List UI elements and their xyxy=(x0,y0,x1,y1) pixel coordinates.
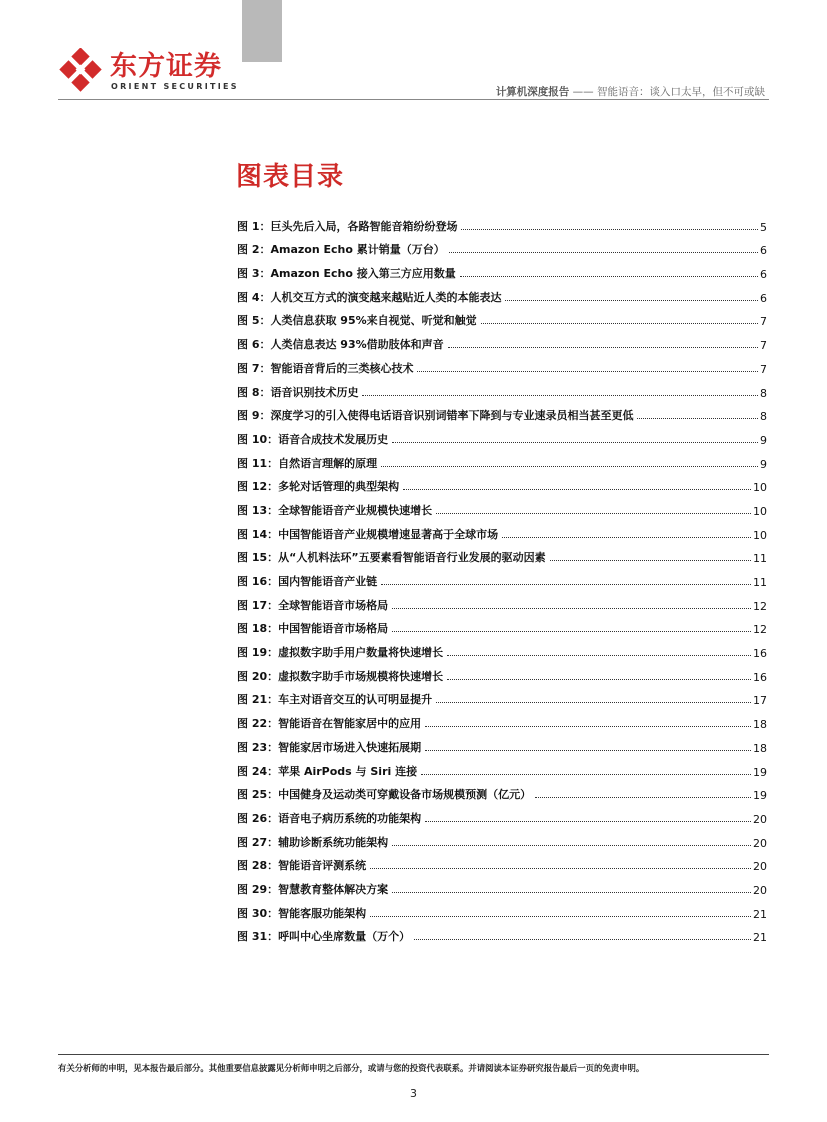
toc-entry-page: 12 xyxy=(753,599,767,613)
toc-entry-label: 图 20：虚拟数字助手市场规模将快速增长 xyxy=(237,669,444,683)
header-divider xyxy=(58,99,769,100)
toc-entry-label: 图 13：全球智能语音产业规模快速增长 xyxy=(237,503,433,517)
toc-entry-page: 11 xyxy=(753,576,767,589)
toc-entry-label: 图 21：车主对语音交互的认可明显提升 xyxy=(237,693,433,707)
toc-entry-label: 图 15：从“人机料法环”五要素看智能语音行业发展的驱动因素 xyxy=(237,551,546,565)
toc-entry-label: 图 25：中国健身及运动类可穿戴设备市场规模预测（亿元） xyxy=(237,788,532,802)
report-header xyxy=(496,84,765,99)
toc-entry-page: 18 xyxy=(753,718,767,732)
header-separator: —— xyxy=(569,86,597,98)
toc-entry-page: 18 xyxy=(753,741,767,755)
toc-entry-page: 8 xyxy=(760,410,767,424)
toc-entry-label: 图 22：智能语音在智能家居中的应用 xyxy=(237,717,422,731)
toc-entry-label: 图 14：中国智能语音产业规模增速显著高于全球市场 xyxy=(237,527,499,541)
toc-leader-dots xyxy=(447,655,751,656)
toc-entry-label: 图 19：虚拟数字助手用户数量将快速增长 xyxy=(237,646,444,660)
toc-entry-label: 图 29：智慧教育整体解决方案 xyxy=(237,882,389,896)
toc-entry-label: 图 5：人类信息获取 95%来自视觉、听觉和触觉 xyxy=(237,314,477,328)
toc-entry-label: 图 23：智能家居市场进入快速拓展期 xyxy=(237,740,422,754)
brand-name-en: ORIENT SECURITIES xyxy=(111,82,239,91)
toc-entry[interactable] xyxy=(237,471,767,495)
toc-leader-dots xyxy=(362,395,758,396)
toc-entry-label: 图 30：智能客服功能架构 xyxy=(237,906,367,920)
toc-entry-page: 16 xyxy=(753,647,767,661)
page-number: 3 xyxy=(410,1087,417,1100)
toc-entry-page: 17 xyxy=(753,694,767,708)
toc-entry-label: 图 18：中国智能语音市场格局 xyxy=(237,622,389,636)
toc-entry[interactable] xyxy=(237,376,767,400)
toc-entry[interactable] xyxy=(237,613,767,637)
toc-entry-page: 16 xyxy=(753,670,767,684)
toc-entry-label: 图 1：巨头先后入局，各路智能音箱纷纷登场 xyxy=(237,219,458,233)
toc-leader-dots xyxy=(414,939,751,940)
toc-entry-page: 20 xyxy=(753,836,767,850)
toc-leader-dots xyxy=(502,537,751,538)
toc-entry-page: 10 xyxy=(753,504,767,518)
toc-entry[interactable] xyxy=(237,826,767,850)
toc-entry[interactable] xyxy=(237,400,767,424)
toc-leader-dots xyxy=(448,347,758,348)
toc-leader-dots xyxy=(550,560,751,561)
toc-leader-dots xyxy=(421,774,751,775)
toc-entry[interactable] xyxy=(237,873,767,897)
toc-leader-dots xyxy=(436,702,751,703)
toc-entry[interactable] xyxy=(237,850,767,874)
toc-leader-dots xyxy=(449,252,758,253)
toc-entry[interactable] xyxy=(237,660,767,684)
toc-entry-page: 20 xyxy=(753,812,767,826)
toc-leader-dots xyxy=(436,513,751,514)
toc-leader-dots xyxy=(392,442,758,443)
toc-entry-label: 图 8：语音识别技术历史 xyxy=(237,385,359,399)
toc-entry[interactable] xyxy=(237,897,767,921)
toc-leader-dots xyxy=(535,797,751,798)
report-type: 计算机深度报告 xyxy=(495,86,570,98)
toc-entry[interactable] xyxy=(237,589,767,613)
toc-entry-page: 6 xyxy=(760,291,767,305)
toc-entry[interactable] xyxy=(237,802,767,826)
toc-entry-page: 9 xyxy=(760,457,767,471)
toc-entry[interactable] xyxy=(237,257,767,281)
toc-entry-label: 图 7：智能语音背后的三类核心技术 xyxy=(237,361,414,375)
toc-entry-label: 图 16：国内智能语音产业链 xyxy=(237,575,378,588)
toc-entry[interactable] xyxy=(237,494,767,518)
toc-entry[interactable] xyxy=(237,684,767,708)
toc-leader-dots xyxy=(392,631,751,632)
toc-entry-label: 图 2：Amazon Echo 累计销量（万台） xyxy=(237,243,445,257)
toc-leader-dots xyxy=(460,276,758,277)
toc-entry-page: 6 xyxy=(760,244,767,258)
toc-entry[interactable] xyxy=(237,565,767,589)
toc-entry-label: 图 28：智能语音评测系统 xyxy=(237,859,367,873)
toc-entry-label: 图 31：呼叫中心坐席数量（万个） xyxy=(237,930,411,944)
toc-entry-page: 5 xyxy=(760,220,767,234)
toc-leader-dots xyxy=(370,868,751,869)
toc-entry[interactable] xyxy=(237,731,767,755)
toc-entry[interactable] xyxy=(237,423,767,447)
toc-entry-page: 7 xyxy=(760,362,767,376)
toc-leader-dots xyxy=(637,418,758,419)
toc-leader-dots xyxy=(425,821,751,822)
toc-leader-dots xyxy=(505,300,758,301)
toc-leader-dots xyxy=(481,323,758,324)
toc-entry[interactable] xyxy=(237,352,767,376)
toc-entry-page: 10 xyxy=(753,528,767,542)
brand-name-cn: 东方证券 xyxy=(110,51,222,82)
toc-entry[interactable] xyxy=(237,921,767,945)
toc-entry[interactable] xyxy=(237,305,767,329)
toc-leader-dots xyxy=(403,489,751,490)
disclaimer-note: 有关分析师的申明，见本报告最后部分。其他重要信息披露见分析师申明之后部分，或请与您的投资代表联系。并请阅读本证券研究报告最后一页的免责申明。 xyxy=(58,1063,645,1073)
toc-entry-page: 6 xyxy=(760,268,767,282)
toc-entry-page: 7 xyxy=(760,315,767,329)
toc-leader-dots xyxy=(392,892,751,893)
toc-entry[interactable] xyxy=(237,518,767,542)
toc-entry-page: 9 xyxy=(760,433,767,447)
figure-toc-list xyxy=(237,210,767,944)
toc-entry[interactable] xyxy=(237,755,767,779)
header-grey-band xyxy=(242,0,282,62)
toc-leader-dots xyxy=(425,726,751,727)
toc-entry-page: 21 xyxy=(753,931,767,945)
toc-entry-label: 图 6：人类信息表达 93%借助肢体和声音 xyxy=(237,338,444,352)
toc-heading: 图表目录 xyxy=(236,162,345,192)
toc-entry[interactable] xyxy=(237,779,767,803)
orient-securities-logo-icon xyxy=(58,48,106,92)
toc-entry-label: 图 3：Amazon Echo 接入第三方应用数量 xyxy=(237,267,456,281)
toc-entry[interactable] xyxy=(237,281,767,305)
toc-leader-dots xyxy=(392,608,751,609)
toc-entry-page: 8 xyxy=(760,386,767,400)
toc-leader-dots xyxy=(381,466,758,467)
footer-divider xyxy=(58,1054,769,1055)
toc-leader-dots xyxy=(381,584,751,585)
toc-leader-dots xyxy=(461,229,758,230)
toc-entry-page: 7 xyxy=(760,339,767,353)
toc-leader-dots xyxy=(417,371,758,372)
toc-entry-page: 21 xyxy=(753,907,767,921)
toc-entry-page: 12 xyxy=(753,623,767,637)
toc-entry-label: 图 26：语音电子病历系统的功能架构 xyxy=(237,811,422,825)
toc-entry[interactable] xyxy=(237,542,767,566)
toc-entry-page: 10 xyxy=(753,481,767,495)
toc-entry-label: 图 11：自然语言理解的原理 xyxy=(237,456,378,470)
toc-entry-label: 图 10：语音合成技术发展历史 xyxy=(237,432,389,446)
toc-entry-label: 图 4：人机交互方式的演变越来越贴近人类的本能表达 xyxy=(237,290,502,304)
toc-entry-label: 图 17：全球智能语音市场格局 xyxy=(237,598,389,612)
toc-entry[interactable] xyxy=(237,328,767,352)
toc-entry-label: 图 27：辅助诊断系统功能架构 xyxy=(237,835,389,849)
toc-entry[interactable] xyxy=(237,234,767,258)
toc-entry-label: 图 24：苹果 AirPods 与 Siri 连接 xyxy=(237,764,418,778)
toc-entry-page: 20 xyxy=(753,860,767,874)
toc-entry-page: 19 xyxy=(753,789,767,803)
toc-leader-dots xyxy=(392,845,751,846)
toc-entry-page: 20 xyxy=(753,883,767,897)
toc-leader-dots xyxy=(370,916,751,917)
toc-entry-label: 图 12：多轮对话管理的典型架构 xyxy=(237,480,400,494)
toc-entry-label: 图 9：深度学习的引入使得电话语音识别词错率下降到与专业速录员相当甚至更低 xyxy=(237,409,634,423)
toc-entry-page: 19 xyxy=(753,765,767,779)
toc-entry[interactable] xyxy=(237,210,767,234)
toc-leader-dots xyxy=(447,679,751,680)
toc-leader-dots xyxy=(425,750,751,751)
toc-entry[interactable] xyxy=(237,447,767,471)
toc-entry-page: 11 xyxy=(753,552,767,566)
toc-entry[interactable] xyxy=(237,707,767,731)
report-title: 智能语音：谈入口太早，但不可或缺 xyxy=(597,86,765,98)
toc-entry[interactable] xyxy=(237,636,767,660)
